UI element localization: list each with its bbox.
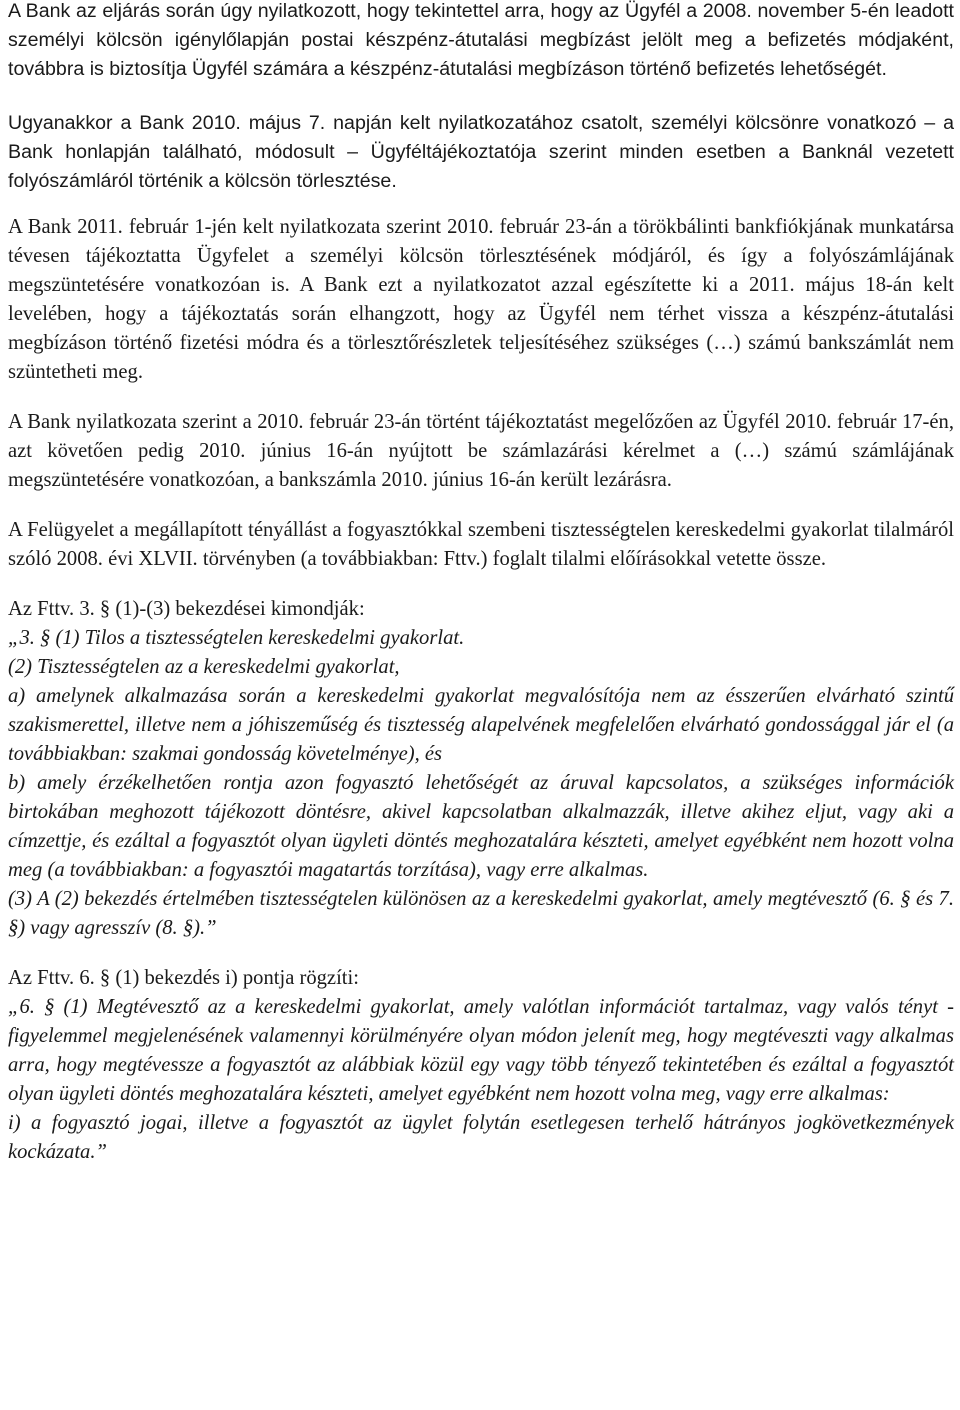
- paragraph-bank-2011-statement: A Bank 2011. február 1-jén kelt nyilatkozata szerint 2010. február 23-án a törökbálinti bankfiókjának munkatársa tévesen tájékoztatta Ügyfelet a személyi kölcsön törlesztésének módjáról, és így a folyószámlájának megszüntetésére vonatkozóan is. A Bank ezt a nyilatkozatot azzal egészítette ki a 2011. május 18-án kelt levelében, hogy a tájékoztatás során elhangzott, hogy az Ügyfél nem térhet vissza a készpénz-átutalási megbízáson történő fizetési módra és a törlesztőrészletek teljesítéséhez szükséges (…) számú bankszámlát nem szüntetheti meg.: [8, 216, 954, 383]
- legal-quote-section-6: [8, 964, 954, 1167]
- quote-line-6-1: „6. § (1) Megtévesztő az a kereskedelmi gyakorlat, amely valótlan információt tartalmaz, vagy valós tényt - figyelemmel megjelenésének valamennyi körülményére olyan módon jelenít meg, hogy megtéveszti vagy alkalmas arra, hogy megtévessze a fogyasztót az alábbiak közül egy vagy több tényező tekintetében és ezáltal a fogyasztót olyan ügyleti döntés meghozatalára készteti, amelyet egyébként nem hozott volna meg, vagy erre alkalmas:: [8, 996, 954, 1105]
- paragraph-authority-review: A Felügyelet a megállapított tényállást a fogyasztókkal szembeni tisztességtelen kereskedelmi gyakorlat tilalmáról szóló 2008. évi XLVII. törvényben (a továbbiakban: Fttv.) foglalt tilalmi előírásokkal vetette össze.: [8, 519, 954, 570]
- paragraph-customer-information: Ugyanakkor a Bank 2010. május 7. napján kelt nyilatkozatához csatolt, személyi kölcsönre vonatkozó – a Bank honlapján található, módosult – Ügyféltájékoztatója szerint minden esetben a Banknál vezetett folyószámláról történik a kölcsön törlesztése.: [8, 112, 954, 192]
- quote-point-a: a) amelynek alkalmazása során a kereskedelmi gyakorlat megvalósítója nem az ésszerűen elvárható szintű szakismerettel, illetve nem a jóhiszeműség és tisztesség alapelvének megfelelően elvárható gondossággal jár el (a továbbiakban: szakmai gondosság követelménye), és: [8, 685, 954, 765]
- quote-point-b: b) amely érzékelhetően rontja azon fogyasztó lehetőségét az áruval kapcsolatos, a szükséges információk birtokában meghozott tájékozott döntésre, akivel kapcsolatban alkalmazzák, illetve akihez eljut, vagy aki a címzettje, és ezáltal a fogyasztót olyan ügyleti döntés meghozatalára készteti, amelyet egyébként nem hozott volna meg (a továbbiakban: a fogyasztói magatartás torzítása), vagy erre alkalmas.: [8, 772, 954, 881]
- paragraph-account-closure: A Bank nyilatkozata szerint a 2010. február 23-án történt tájékoztatást megelőzően az Ügyfél 2010. február 17-én, azt követően pedig 2010. június 16-án nyújtott be számlazárási kérelmet a (…) számú számlájának megszüntetésére vonatkozóan, a bankszámla 2010. június 16-án került lezárásra.: [8, 411, 954, 491]
- quote-line-3-1: „3. § (1) Tilos a tisztességtelen kereskedelmi gyakorlat.: [8, 627, 465, 649]
- quote-intro-fttv-6: Az Fttv. 6. § (1) bekezdés i) pontja rögzíti:: [8, 967, 359, 989]
- quote-point-i: i) a fogyasztó jogai, illetve a fogyasztót az ügylet folytán esetlegesen terhelő hátrányos jogkövetkezmények kockázata.”: [8, 1112, 954, 1163]
- legal-quote-section-3: [8, 595, 954, 943]
- quote-intro-fttv-3: Az Fttv. 3. § (1)-(3) bekezdései kimondják:: [8, 598, 365, 620]
- paragraph-bank-statement: A Bank az eljárás során úgy nyilatkozott, hogy tekintettel arra, hogy az Ügyfél a 2008. november 5-én leadott személyi kölcsön igénylőlapján postai készpénz-átutalási megbízást jelölt meg a befizetés módjaként, továbbra is biztosítja Ügyfél számára a készpénz-átutalási megbízáson történő befizetés lehetőségét.: [8, 0, 954, 80]
- quote-line-3-3: (3) A (2) bekezdés értelmében tisztességtelen különösen az a kereskedelmi gyakorlat, amely megtévesztő (6. § és 7. §) vagy agresszív (8. §).”: [8, 888, 954, 939]
- quote-line-3-2: (2) Tisztességtelen az a kereskedelmi gyakorlat,: [8, 656, 400, 678]
